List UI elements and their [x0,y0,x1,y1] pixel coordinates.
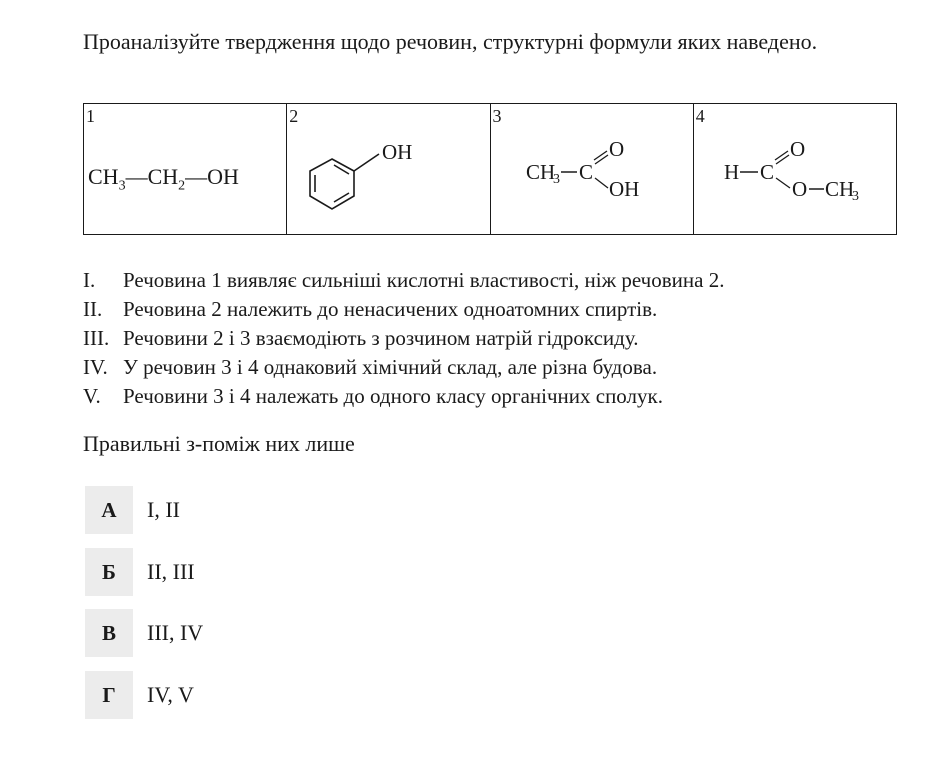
structure-number: 1 [86,106,95,126]
benzene-ring [310,154,379,209]
ethanol-formula: $CH_3—CH_2—OH$ [88,164,239,194]
statement [83,382,923,411]
option-v[interactable] [85,609,203,657]
structure-cell-1 [84,104,287,235]
svg-text:3: 3 [851,189,859,204]
structure-number: 3 [492,106,502,126]
svg-text:O: O [789,137,805,161]
hydroxyl-label: OH [382,140,413,164]
statement-numeral: IV. [83,355,108,379]
option-letter[interactable]: Г [85,671,133,719]
statement-text: У речовин 3 і 4 однаковий хімічний склад, але різна будова. [123,355,658,379]
structure-number: 2 [289,106,299,126]
svg-text:C: C [759,160,774,184]
structure-cell-3 [490,104,693,235]
statement [83,295,923,324]
option-text[interactable]: I, II [147,497,180,522]
option-letter[interactable]: В [85,609,133,657]
svg-text:O: O [791,177,807,201]
option-a[interactable] [85,486,180,534]
option-text[interactable]: II, III [147,559,195,584]
statement-text: Речовина 2 належить до ненасичених одноатомних спиртів. [123,297,658,321]
statement-numeral: I. [83,268,96,292]
svg-text:CH: CH [525,160,555,184]
question-text: Проаналізуйте твердження щодо речовин, структурні формули яких наведено. [83,29,818,54]
svg-text:C: C [578,160,593,184]
statement-text: Речовини 3 і 4 належать до одного класу органічних сполук. [123,384,663,408]
svg-text:3: 3 [552,172,560,187]
statement-numeral: V. [83,384,101,408]
structure-cell-4 [693,104,896,235]
structures-table [83,103,897,235]
statements-list [83,266,923,411]
statement [83,353,923,382]
statement-numeral: II. [83,297,103,321]
svg-text:OH: OH [608,177,639,201]
statement [83,266,923,295]
svg-text:H: H [723,160,739,184]
structure-number: 4 [695,106,705,126]
svg-text:O: O [608,137,624,161]
structure-cell-2 [287,104,490,235]
statement-numeral: III. [83,326,110,350]
option-g[interactable] [85,671,194,719]
statement-text: Речовина 1 виявляє сильніші кислотні властивості, ніж речовина 2. [123,268,725,292]
option-b[interactable] [85,548,195,596]
option-letter[interactable]: Б [85,548,133,596]
answer-prompt: Правильні з-поміж них лише [83,431,355,456]
option-text[interactable]: IV, V [147,682,194,707]
statement-text: Речовини 2 і 3 взаємодіють з розчином натрій гідроксиду. [123,326,639,350]
option-text[interactable]: III, IV [147,620,204,645]
option-letter[interactable]: А [85,486,133,534]
svg-text:CH: CH [824,177,854,201]
statement [83,324,923,353]
